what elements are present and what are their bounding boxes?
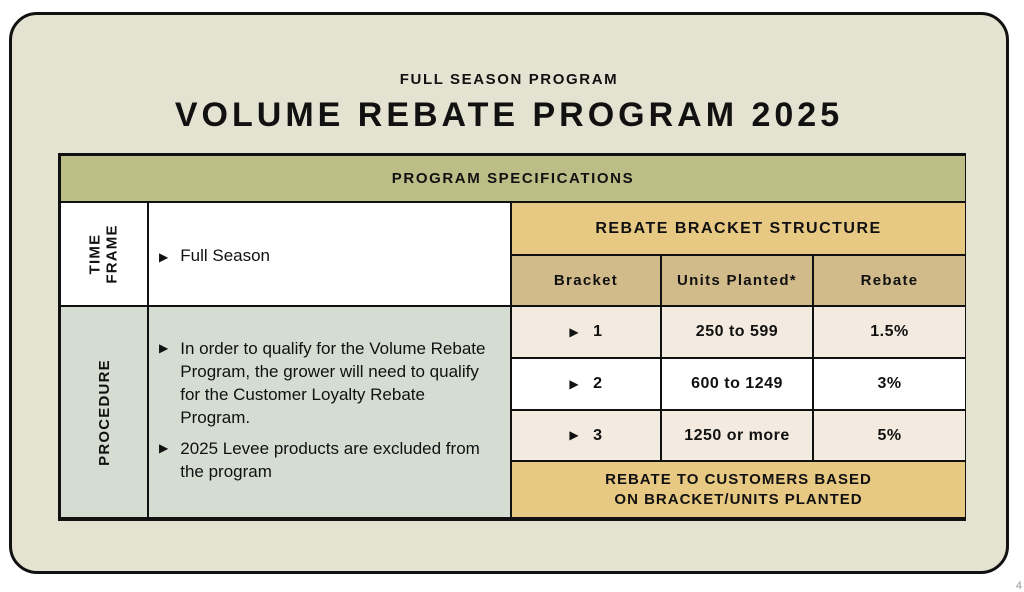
rebate-structure-header: REBATE BRACKET STRUCTURE [512,203,965,254]
units-cell: 1250 or more [662,411,812,460]
eyebrow-title: FULL SEASON PROGRAM [399,71,619,88]
procedure-label: PROCEDURE [95,358,113,466]
time-frame-bullet [159,246,270,269]
bracket-cell [512,411,660,460]
rebate-footer-line2: ON BRACKET/UNITS PLANTED [614,490,863,508]
time-frame-label-line1: TIME [86,233,104,275]
procedure-content [149,307,510,517]
column-header-units: Units Planted* [662,256,812,305]
column-header-rebate: Rebate [814,256,965,305]
triangle-right-icon: ▶ [159,250,169,264]
bracket-value: 3 [593,426,603,444]
rebate-cell: 1.5% [814,307,965,357]
bracket-cell [512,307,660,357]
page-number: 4 [1015,580,1022,592]
triangle-right-icon: ▶ [159,341,169,355]
page-title: VOLUME REBATE PROGRAM 2025 [174,96,844,134]
time-frame-label-cell [61,203,147,305]
triangle-right-icon: ▶ [569,428,580,442]
time-frame-content [149,203,510,305]
time-frame-label-line2: FRAME [103,224,121,284]
time-frame-label [87,224,121,283]
triangle-right-icon: ▶ [569,324,580,339]
bracket-value: 1 [593,323,603,340]
bracket-cell [512,359,660,409]
triangle-right-icon: ▶ [569,376,580,391]
procedure-text-2: 2025 Levee products are excluded from the program [180,439,480,481]
rebate-footer-line1: REBATE TO CUSTOMERS BASED [605,470,872,488]
units-cell: 600 to 1249 [662,359,812,409]
units-cell: 250 to 599 [662,307,812,357]
specifications-header: PROGRAM SPECIFICATIONS [61,156,965,201]
procedure-text-1: In order to qualify for the Volume Rebate Program, the grower will need to qualify for the Customer Loyalty Rebate Program. [180,339,486,427]
procedure-label-cell [61,307,147,517]
rebate-cell: 3% [814,359,965,409]
column-header-bracket: Bracket [512,256,660,305]
procedure-bullet [159,437,498,483]
bracket-value: 2 [593,375,603,392]
specifications-table [58,153,966,521]
procedure-bullet [159,337,498,429]
time-frame-text: Full Season [180,246,271,265]
rebate-cell: 5% [814,411,965,460]
triangle-right-icon: ▶ [159,441,169,455]
rebate-footer [512,462,965,517]
